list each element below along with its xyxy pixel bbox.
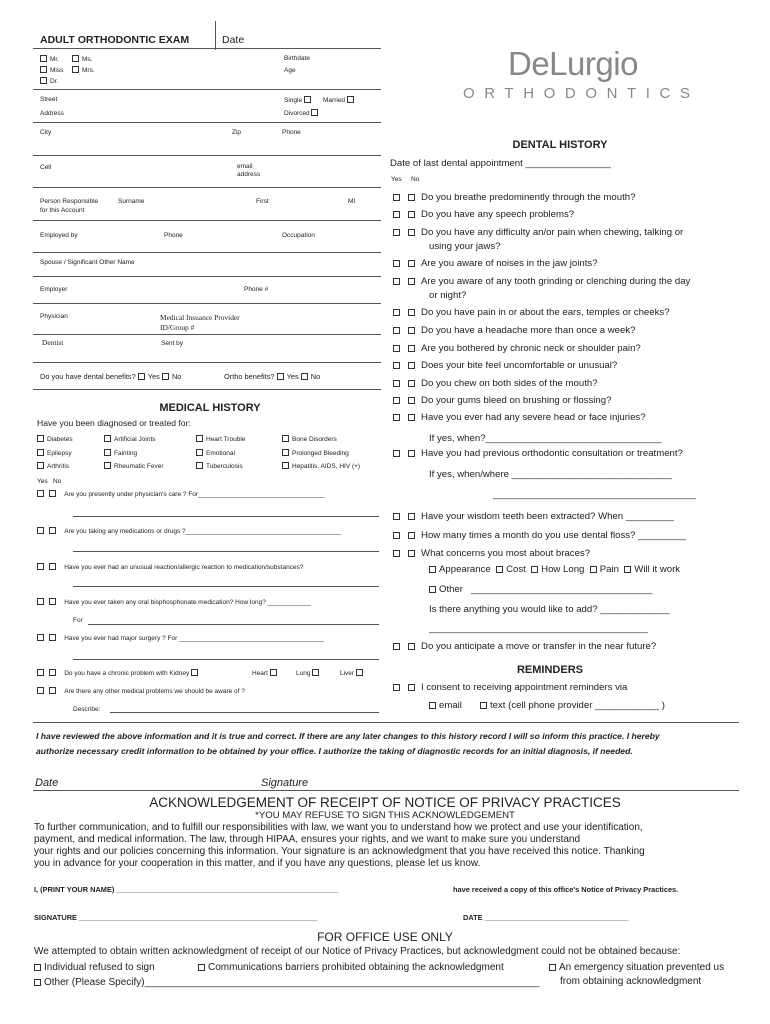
- checkbox[interactable]: [408, 532, 415, 539]
- single-option[interactable]: Single: [284, 96, 314, 104]
- medical-yes-header: Yes: [37, 478, 48, 485]
- rheumatic-fever-checkbox[interactable]: [104, 462, 111, 469]
- divorced-checkbox[interactable]: [311, 109, 318, 116]
- phone2-label: Phone: [164, 232, 183, 239]
- checkbox[interactable]: [408, 550, 415, 557]
- privacy-paragraph-1: To further communication, and to fulfill our responsibilities with law, we want you to understand how we protect and use your identification,: [34, 822, 643, 833]
- header-divider: [215, 21, 216, 50]
- dental-q13-where: If yes, when/where ______________________________: [429, 469, 672, 480]
- checkbox[interactable]: [408, 380, 415, 387]
- salutation-mrs[interactable]: Mrs.: [72, 66, 95, 74]
- dental-history-title: DENTAL HISTORY: [512, 139, 608, 151]
- other-concern-checkbox[interactable]: [429, 586, 436, 593]
- for-label: For: [73, 617, 83, 624]
- dental-q3-cont: using your jaws?: [429, 241, 501, 252]
- braces-other: Other __________________________________: [429, 584, 652, 595]
- checkbox[interactable]: [408, 260, 415, 267]
- zip-label: Zip: [232, 129, 242, 136]
- checkbox[interactable]: [408, 278, 415, 285]
- text-checkbox[interactable]: [480, 702, 487, 709]
- mi-label: MI: [348, 198, 356, 205]
- birthdate-label: Birthdate: [284, 55, 311, 62]
- diagnosis-fainting[interactable]: Fainting: [104, 449, 137, 457]
- no-checkbox[interactable]: [49, 490, 56, 497]
- no-checkbox[interactable]: [49, 634, 56, 641]
- checkbox[interactable]: [408, 397, 415, 404]
- rule: [33, 155, 381, 156]
- medical-history-title: MEDICAL HISTORY: [159, 402, 261, 414]
- fainting-checkbox[interactable]: [104, 449, 111, 456]
- checkbox[interactable]: [408, 309, 415, 316]
- diagnosis-diabetes[interactable]: Diabetes: [37, 435, 73, 443]
- heart-checkbox[interactable]: [270, 669, 277, 676]
- email-label: email: [237, 163, 253, 170]
- dental-q2: Do you have any speech problems?: [393, 209, 574, 220]
- diabetes-checkbox[interactable]: [37, 435, 44, 442]
- no-checkbox[interactable]: [49, 598, 56, 605]
- employed-by-label: Employed by: [40, 232, 78, 239]
- brand-logo-subtitle: ORTHODONTICS: [463, 85, 700, 102]
- no-label: No: [310, 372, 321, 381]
- medical-question-bisphosphonate: Have you ever taken any oral bisphosphonate medication? How long? ____________: [37, 598, 311, 606]
- reminder-email-option[interactable]: email: [429, 700, 462, 711]
- dental-q13-line: ______________________________________: [493, 489, 696, 500]
- cost-checkbox[interactable]: [496, 566, 503, 573]
- dental-q14: Have your wisdom teeth been extracted? When _________: [393, 511, 674, 522]
- bone-disorders-checkbox[interactable]: [282, 435, 289, 442]
- dental-benefits-yes-checkbox[interactable]: [138, 373, 145, 380]
- attestation-line-2: authorize necessary credit information to be obtained by your office. I authorize the taking of diagnostic records for an initial diagnosis, if needed.: [36, 746, 633, 756]
- diagnosis-tuberculosis[interactable]: Tuberculosis: [196, 462, 243, 470]
- street-label: Street: [40, 96, 58, 103]
- dental-q12-when: If yes, when?_________________________________: [429, 433, 662, 444]
- checkbox[interactable]: [408, 345, 415, 352]
- yes-checkbox[interactable]: [37, 687, 44, 694]
- braces-concerns: Appearance Cost How Long Pain Will it work: [429, 564, 680, 575]
- diagnosis-epilepsy[interactable]: Epilepsy: [37, 449, 72, 457]
- sent-by-label: Sent by: [161, 340, 184, 347]
- medical-no-header: No: [53, 478, 62, 485]
- attestation-line-1: I have reviewed the above information and it is true and correct. If there are any later changes to this history record I will so inform this practice. I hereby: [36, 731, 660, 741]
- emotional-checkbox[interactable]: [196, 449, 203, 456]
- no-checkbox[interactable]: [49, 669, 56, 676]
- dental-q18: Do you anticipate a move or transfer in the near future?: [393, 641, 656, 652]
- rule: [33, 362, 381, 363]
- reminders-title: REMINDERS: [516, 664, 583, 676]
- attest-signature-label: Signature: [261, 777, 309, 789]
- dental-q5: Are you aware of any tooth grinding or clenching during the day: [393, 276, 690, 287]
- privacy-paragraph-2: payment, and medical information. The law, through HIPAA, ensures your rights, and we want to make sure you understand: [34, 834, 581, 845]
- mrs-checkbox[interactable]: [72, 66, 79, 73]
- address-label: Address: [40, 110, 64, 117]
- privacy-paragraph-4: you in advance for your cooperation in this matter, and if you have any questions, please let us know.: [34, 858, 481, 869]
- phone-number-label: Phone #: [244, 286, 269, 293]
- diagnosis-prolonged-bleeding[interactable]: Prolonged Bleeding: [282, 449, 349, 457]
- appearance-checkbox[interactable]: [429, 566, 436, 573]
- print-name-field[interactable]: I, (PRINT YOUR NAME) ______________________________________________________: [34, 885, 339, 894]
- spouse-label: Spouse / Significant Other Name: [40, 259, 135, 266]
- will-work-checkbox[interactable]: [624, 566, 631, 573]
- diagnosis-emotional[interactable]: Emotional: [196, 449, 235, 457]
- emergency-checkbox[interactable]: [549, 964, 556, 971]
- dental-benefits-label: Do you have dental benefits?: [40, 372, 136, 381]
- medical-question-other: Are there any other medical problems we should be aware of ?: [37, 687, 245, 695]
- privacy-paragraph-3: your rights and our policies concerning this information. Your signature is an acknowledgment that you have received this notice. Thanking: [34, 846, 645, 857]
- occupation-label: Occupation: [282, 232, 315, 239]
- salutation-miss[interactable]: Miss: [40, 66, 63, 74]
- checkbox[interactable]: [408, 211, 415, 218]
- checkbox[interactable]: [393, 194, 400, 201]
- dental-q8: Are you bothered by chronic neck or shoulder pain?: [393, 343, 641, 354]
- ortho-benefits-yes-checkbox[interactable]: [277, 373, 284, 380]
- lung-option: Lung: [296, 669, 322, 677]
- checkbox[interactable]: [393, 684, 400, 691]
- checkbox[interactable]: [408, 684, 415, 691]
- dental-benefits-row: [40, 372, 181, 381]
- dental-yes-header: Yes: [391, 176, 402, 183]
- privacy-date-field[interactable]: DATE ___________________________________: [463, 913, 629, 922]
- single-checkbox[interactable]: [304, 96, 311, 103]
- office-attempt-text: We attempted to obtain written acknowledgment of receipt of our Notice of Privacy Practices, but acknowledgment could not be obtained because:: [34, 946, 681, 957]
- insurance-provider-label: Medical Insuance Provider: [160, 313, 240, 322]
- id-group-label: ID/Group #: [160, 323, 195, 332]
- other-reason-checkbox[interactable]: [34, 979, 41, 986]
- medical-question-chronic: Do you have a chronic problem with Kidney: [37, 669, 201, 677]
- medical-question-reaction: Have you ever had an unusual reaction/allergic reaction to medication/substances?: [37, 563, 303, 571]
- heart-trouble-checkbox[interactable]: [196, 435, 203, 442]
- checkbox[interactable]: [393, 643, 400, 650]
- rule: [33, 334, 381, 335]
- salutation-dr[interactable]: Dr.: [40, 77, 58, 85]
- attest-date-label: Date: [35, 777, 59, 789]
- salutation-mr[interactable]: Mr.: [40, 55, 59, 63]
- artificial-joints-checkbox[interactable]: [104, 435, 111, 442]
- reminder-text-option[interactable]: text (cell phone provider ____________ ): [480, 700, 665, 711]
- rule: [33, 122, 381, 123]
- checkbox[interactable]: [393, 278, 400, 285]
- lung-checkbox[interactable]: [312, 669, 319, 676]
- tuberculosis-checkbox[interactable]: [196, 462, 203, 469]
- yes-checkbox[interactable]: [37, 669, 44, 676]
- diagnosis-rheumatic-fever[interactable]: Rheumatic Fever: [104, 462, 164, 470]
- refused-checkbox[interactable]: [34, 964, 41, 971]
- email-address-label: address: [237, 171, 261, 178]
- office-refused-option[interactable]: Individual refused to sign: [34, 962, 155, 973]
- dr-checkbox[interactable]: [40, 77, 47, 84]
- reminder-consent: I consent to receiving appointment reminders via: [393, 682, 627, 693]
- checkbox[interactable]: [393, 532, 400, 539]
- ortho-benefits-label: Ortho benefits?: [224, 372, 275, 381]
- checkbox[interactable]: [393, 450, 400, 457]
- dental-q12: Have you ever had any severe head or face injuries?: [393, 412, 646, 423]
- how-long-checkbox[interactable]: [531, 566, 538, 573]
- privacy-refuse-notice: *YOU MAY REFUSE TO SIGN THIS ACKNOWLEDGEMENT: [255, 810, 515, 821]
- surname-label: Surname: [118, 198, 145, 205]
- rule: [110, 712, 379, 713]
- diagnosis-hepatitis[interactable]: Hepatitis, AIDS, HIV (+): [282, 462, 360, 470]
- checkbox[interactable]: [408, 194, 415, 201]
- employer-label: Employer: [40, 286, 68, 293]
- rule: [33, 220, 381, 221]
- diagnosis-heart-trouble[interactable]: Heart Trouble: [196, 435, 245, 443]
- phone-label: Phone: [282, 129, 301, 136]
- epilepsy-checkbox[interactable]: [37, 449, 44, 456]
- checkbox[interactable]: [393, 345, 400, 352]
- first-label: First: [256, 198, 269, 205]
- checkbox[interactable]: [408, 643, 415, 650]
- yes-checkbox[interactable]: [37, 598, 44, 605]
- ms-checkbox[interactable]: [72, 55, 79, 62]
- checkbox[interactable]: [393, 362, 400, 369]
- office-other-option[interactable]: Other (Please Specify)_______________________________________________________________________: [34, 977, 539, 988]
- age-label: Age: [284, 67, 296, 74]
- for-account-label: for this Account: [40, 207, 85, 214]
- no-checkbox[interactable]: [49, 687, 56, 694]
- dental-no-header: No: [411, 176, 420, 183]
- liver-option: Liver: [340, 669, 366, 677]
- rule: [33, 89, 381, 90]
- office-emergency-cont: from obtaining acknowledgment: [560, 976, 702, 987]
- checkbox[interactable]: [393, 550, 400, 557]
- dental-q9: Does your bite feel uncomfortable or unusual?: [393, 360, 617, 371]
- rule: [33, 303, 381, 304]
- last-appointment-label: Date of last dental appointment ________________: [390, 158, 611, 169]
- checkbox[interactable]: [408, 414, 415, 421]
- checkbox[interactable]: [393, 380, 400, 387]
- medical-prompt: Have you been diagnosed or treated for:: [37, 418, 191, 428]
- no-label: No: [171, 372, 182, 381]
- describe-label: Describe:: [73, 706, 101, 713]
- dental-q17: Is there anything you would like to add? _____________: [429, 604, 670, 615]
- dental-q3: Do you have any difficulty an/or pain when chewing, talking or: [393, 227, 683, 238]
- dental-q16: What concerns you most about braces?: [393, 548, 590, 559]
- rule: [88, 624, 379, 625]
- diagnosis-arthritis[interactable]: Arthritis: [37, 462, 69, 470]
- no-checkbox[interactable]: [49, 563, 56, 570]
- brand-logo-name: DeLurgio: [508, 45, 638, 82]
- rule: [33, 252, 381, 253]
- dental-q13: Have you had previous orthodontic consultation or treatment?: [393, 448, 683, 459]
- checkbox[interactable]: [408, 229, 415, 236]
- married-option[interactable]: Married: [323, 96, 357, 104]
- medical-question-meds: Are you taking any medications or drugs ?___________________________________________: [37, 527, 341, 535]
- ortho-benefits-no-checkbox[interactable]: [301, 373, 308, 380]
- privacy-title: ACKNOWLEDGEMENT OF RECEIPT OF NOTICE OF PRIVACY PRACTICES: [149, 795, 621, 810]
- dental-q5-cont: or night?: [429, 290, 467, 301]
- checkbox[interactable]: [408, 450, 415, 457]
- kidney-checkbox[interactable]: [191, 669, 198, 676]
- received-copy-label: have received a copy of this office's Notice of Privacy Practices.: [453, 885, 679, 894]
- checkbox[interactable]: [393, 414, 400, 421]
- rule: [73, 586, 379, 587]
- liver-checkbox[interactable]: [356, 669, 363, 676]
- dental-q7: Do you have a headache more than once a week?: [393, 325, 635, 336]
- checkbox[interactable]: [393, 309, 400, 316]
- checkbox[interactable]: [408, 362, 415, 369]
- medical-question-surgery: Have you ever had major surgery ? For ________________________________________: [37, 634, 324, 642]
- exam-title: ADULT ORTHODONTIC EXAM: [40, 34, 190, 46]
- checkbox[interactable]: [393, 260, 400, 267]
- rule: [73, 659, 379, 660]
- checkbox[interactable]: [393, 397, 400, 404]
- yes-label: Yes: [286, 372, 299, 381]
- signature-line[interactable]: [33, 790, 739, 791]
- salutation-ms[interactable]: Ms.: [72, 55, 92, 63]
- dental-q4: Are you aware of noises in the jaw joints?: [393, 258, 598, 269]
- dental-q6: Do you have pain in or about the ears, temples or cheeks?: [393, 307, 670, 318]
- no-checkbox[interactable]: [49, 527, 56, 534]
- checkbox[interactable]: [408, 327, 415, 334]
- email-checkbox[interactable]: [429, 702, 436, 709]
- dental-q11: Do your gums bleed on brushing or flossing?: [393, 395, 611, 406]
- header-rule: [33, 48, 381, 49]
- physician-label: Physician: [40, 313, 68, 320]
- miss-checkbox[interactable]: [40, 66, 47, 73]
- yes-checkbox[interactable]: [37, 527, 44, 534]
- rule: [33, 187, 381, 188]
- checkbox[interactable]: [393, 211, 400, 218]
- rule: [33, 722, 739, 723]
- person-responsible-label: Person Responsible: [40, 198, 99, 205]
- dental-q10: Do you chew on both sides of the mouth?: [393, 378, 598, 389]
- rule: [73, 516, 379, 517]
- pain-checkbox[interactable]: [590, 566, 597, 573]
- rule: [33, 389, 381, 390]
- office-emergency-option[interactable]: An emergency situation prevented us: [549, 962, 724, 973]
- dental-q1: Do you breathe predominently through the mouth?: [393, 192, 635, 203]
- yes-label: Yes: [147, 372, 160, 381]
- medical-question-physician: Are you presently under physician's care ? For___________________________________: [37, 490, 325, 498]
- checkbox[interactable]: [393, 327, 400, 334]
- ortho-benefits-row: [224, 372, 320, 381]
- rule: [33, 276, 381, 277]
- yes-checkbox[interactable]: [37, 490, 44, 497]
- dental-q17-line: _________________________________________: [429, 623, 648, 634]
- cell-label: Cell: [40, 164, 52, 171]
- office-use-title: FOR OFFICE USE ONLY: [317, 930, 453, 944]
- date-label: Date: [222, 34, 245, 46]
- dental-benefits-no-checkbox[interactable]: [162, 373, 169, 380]
- rule: [73, 551, 379, 552]
- prolonged-bleeding-checkbox[interactable]: [282, 449, 289, 456]
- checkbox[interactable]: [408, 513, 415, 520]
- heart-option: Heart: [252, 669, 280, 677]
- hepatitis-checkbox[interactable]: [282, 462, 289, 469]
- diagnosis-bone-disorders[interactable]: Bone Disorders: [282, 435, 337, 443]
- city-label: City: [40, 129, 52, 136]
- arthritis-checkbox[interactable]: [37, 462, 44, 469]
- yes-checkbox[interactable]: [37, 563, 44, 570]
- office-barriers-option[interactable]: Communications barriers prohibited obtaining the acknowledgment: [198, 962, 504, 973]
- dental-q15: How many times a month do you use dental floss? _________: [393, 530, 686, 541]
- mr-checkbox[interactable]: [40, 55, 47, 62]
- married-checkbox[interactable]: [347, 96, 354, 103]
- privacy-signature-field[interactable]: SIGNATURE __________________________________________________________: [34, 913, 318, 922]
- dentist-label: Dentist: [42, 338, 64, 347]
- checkbox[interactable]: [393, 229, 400, 236]
- yes-checkbox[interactable]: [37, 634, 44, 641]
- checkbox[interactable]: [393, 513, 400, 520]
- divorced-option[interactable]: Divorced: [284, 109, 321, 117]
- barriers-checkbox[interactable]: [198, 964, 205, 971]
- diagnosis-artificial-joints[interactable]: Artificial Joints: [104, 435, 156, 443]
